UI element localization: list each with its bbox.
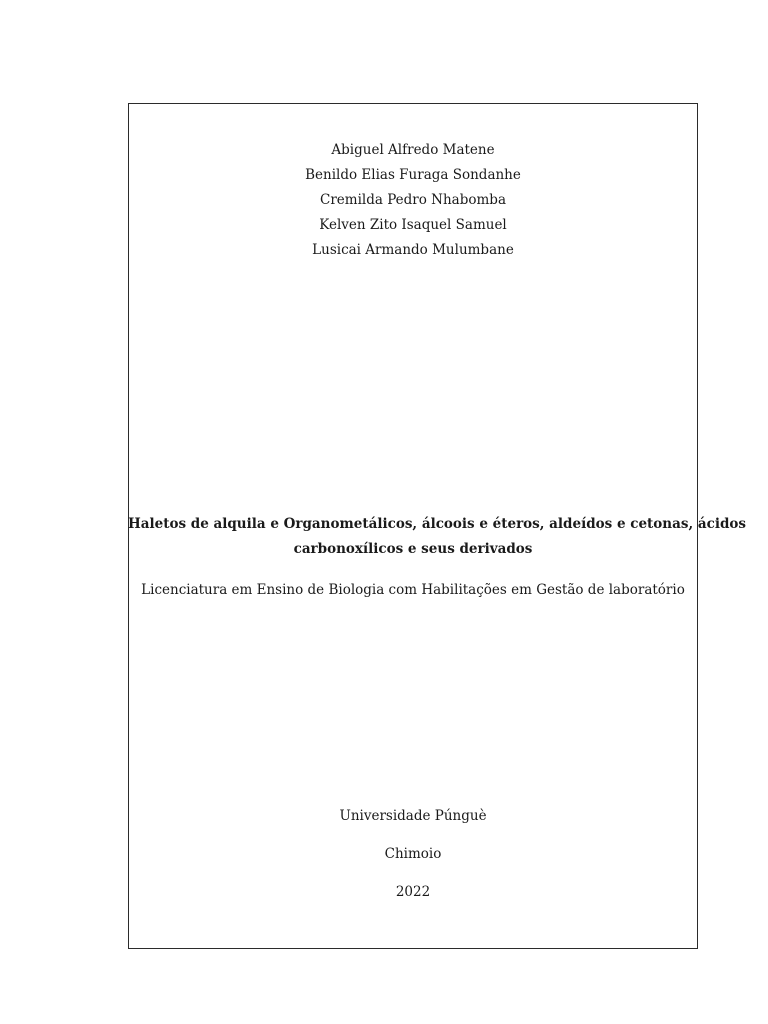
author-name: Cremilda Pedro Nhabomba [320, 192, 506, 208]
document-title-line-2: carbonoxílicos e seus derivados [293, 541, 533, 557]
course-name: Licenciatura em Ensino de Biologia com Habilitações em Gestão de laboratório [141, 582, 685, 598]
institution-name: Universidade Púnguè [339, 808, 487, 824]
city-name: Chimoio [384, 846, 442, 862]
author-name: Benildo Elias Furaga Sondanhe [305, 167, 521, 183]
author-name: Abiguel Alfredo Matene [331, 142, 495, 158]
author-name: Lusicai Armando Mulumbane [312, 242, 514, 258]
year: 2022 [395, 884, 431, 900]
document-title-line-1: Haletos de alquila e Organometálicos, álcoois e éteros, aldeídos e cetonas, ácidos [128, 516, 747, 532]
author-name: Kelven Zito Isaquel Samuel [319, 217, 507, 233]
